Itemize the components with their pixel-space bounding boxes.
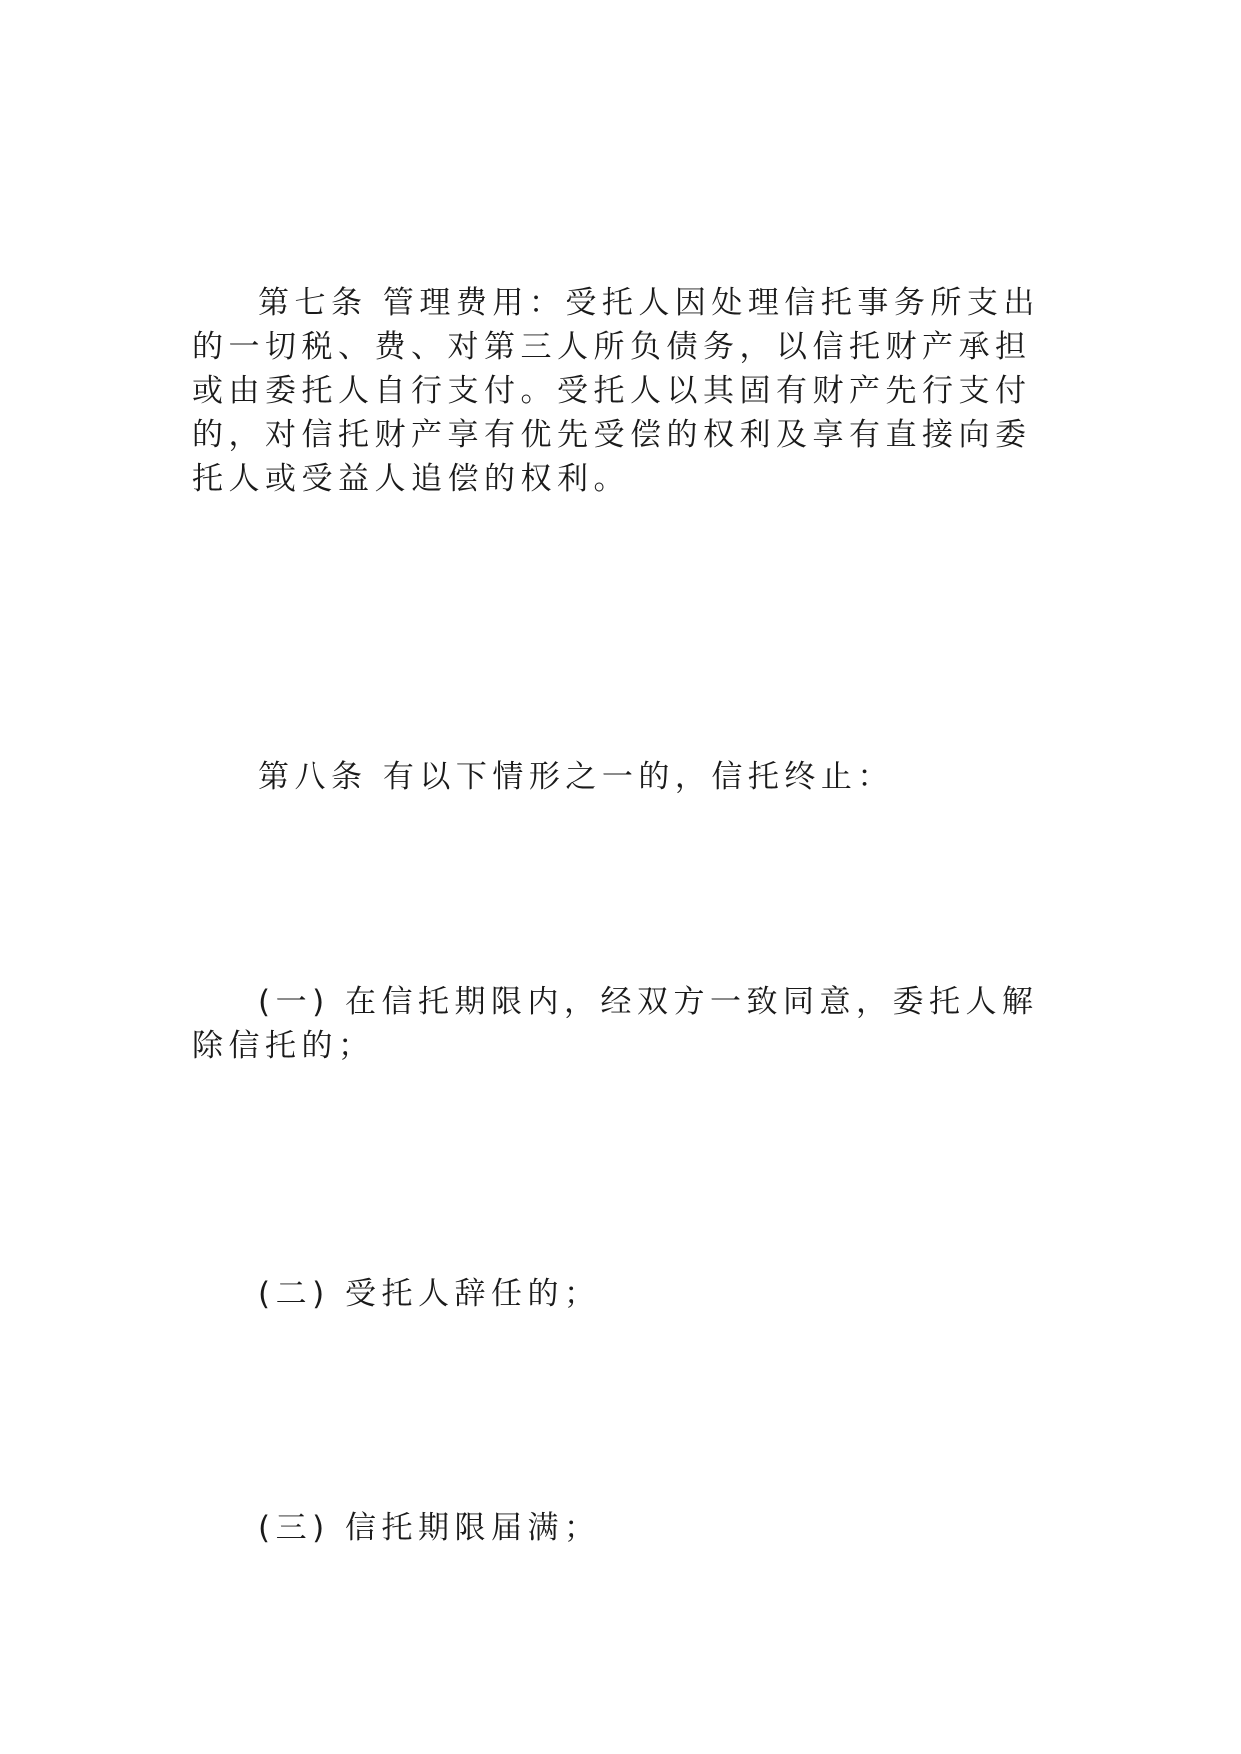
termination-item-1: (一) 在信托期限内，经双方一致同意，委托人解除信托的； [192,984,1039,1064]
termination-item-2: (二) 受托人辞任的； [258,1276,601,1312]
termination-item-3: (三) 信托期限届满； [258,1510,601,1546]
article-7-paragraph: 第七条 管理费用：受托人因处理信托事务所支出的一切税、费、对第三人所负债务，以信托财产承担或由委托人自行支付。受托人以其固有财产先行支付的，对信托财产享有优先受偿的权利及享有直接向委托人或受益人追偿的权利。 [192,285,1040,497]
article-8-paragraph: 第八条 有以下情形之一的，信托终止： [258,759,894,795]
